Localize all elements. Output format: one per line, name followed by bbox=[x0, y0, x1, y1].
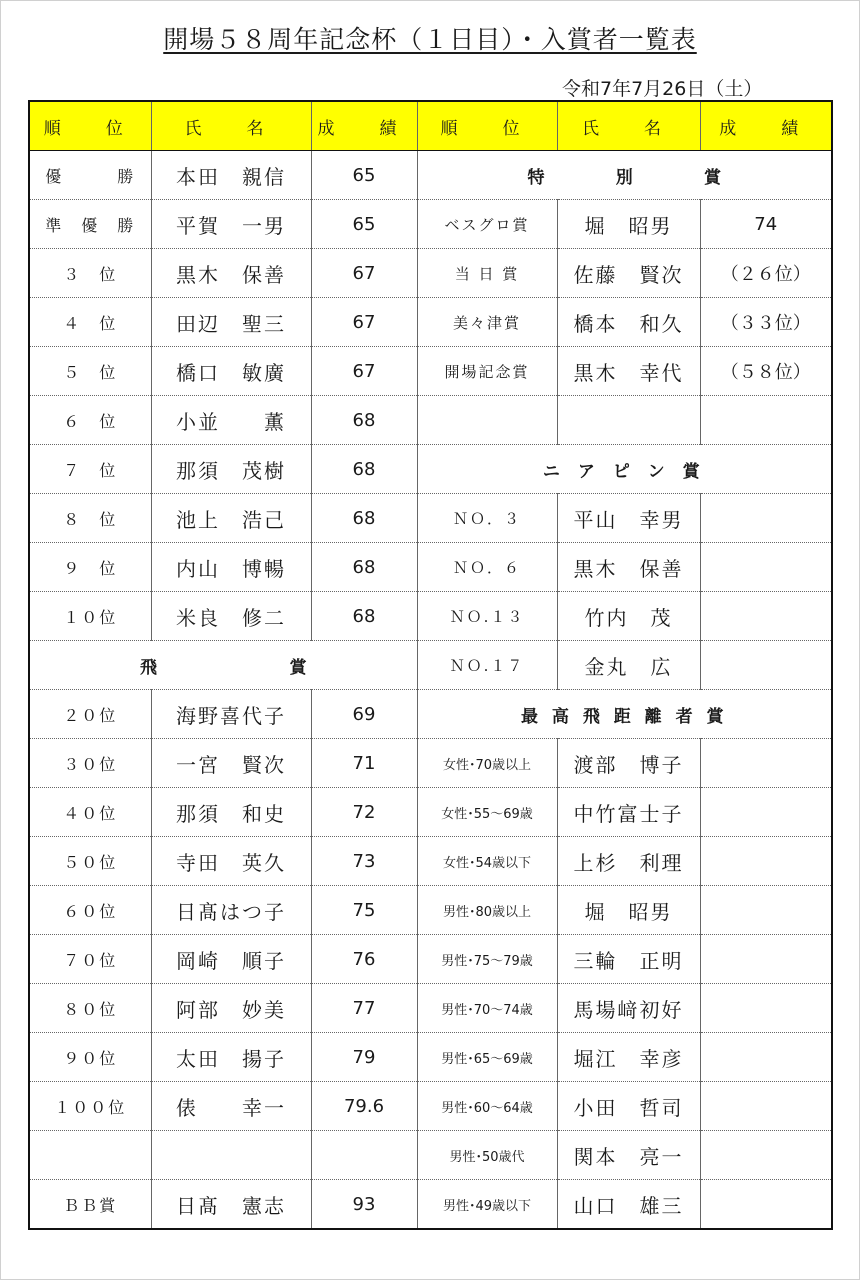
award-cell: 男性･70～74歳 bbox=[417, 984, 557, 1033]
award-note-cell: （３３位） bbox=[700, 298, 832, 347]
name-cell bbox=[151, 1131, 311, 1180]
rank-cell: ３０位 bbox=[29, 739, 151, 788]
section-tobi-label bbox=[140, 653, 307, 678]
name-cell: 本田 親信 bbox=[151, 151, 311, 200]
award-note-cell: （２６位） bbox=[700, 249, 832, 298]
award-note-cell bbox=[700, 494, 832, 543]
table-row bbox=[29, 788, 832, 837]
winner-name-cell: 堀 昭男 bbox=[557, 200, 700, 249]
score-cell: 68 bbox=[311, 592, 417, 641]
score-cell: 68 bbox=[311, 396, 417, 445]
winner-name-cell: 平山 幸男 bbox=[557, 494, 700, 543]
score-cell: 68 bbox=[311, 543, 417, 592]
rank-cell: ５ 位 bbox=[29, 347, 151, 396]
rank-cell: １０位 bbox=[29, 592, 151, 641]
section-tobi-char: 賞 bbox=[289, 657, 307, 678]
award-note-cell: （５８位） bbox=[700, 347, 832, 396]
section-special-label bbox=[528, 163, 722, 188]
score-cell: 77 bbox=[311, 984, 417, 1033]
score-cell: 68 bbox=[311, 494, 417, 543]
winner-name-cell: 関本 亮一 bbox=[557, 1131, 700, 1180]
award-note-cell bbox=[700, 592, 832, 641]
award-note-cell bbox=[700, 935, 832, 984]
score-cell: 65 bbox=[311, 200, 417, 249]
table-row bbox=[29, 592, 832, 641]
name-cell: 海野喜代子 bbox=[151, 690, 311, 739]
award-note-cell bbox=[700, 837, 832, 886]
name-cell: 那須 和史 bbox=[151, 788, 311, 837]
section-tobi-char: 飛 bbox=[140, 657, 157, 678]
rank-cell: ２０位 bbox=[29, 690, 151, 739]
section-special-char: 別 bbox=[615, 167, 633, 188]
table-row bbox=[29, 249, 832, 298]
winner-name-cell bbox=[557, 396, 700, 445]
table-row bbox=[29, 1082, 832, 1131]
score-cell: 93 bbox=[311, 1180, 417, 1230]
winners-table bbox=[28, 100, 833, 1230]
award-note-cell bbox=[700, 1082, 832, 1131]
header-score-2: 成 績 bbox=[700, 101, 832, 151]
rank-cell: ４ 位 bbox=[29, 298, 151, 347]
table-row bbox=[29, 445, 832, 494]
rank-cell: ９０位 bbox=[29, 1033, 151, 1082]
header-score: 成 績 bbox=[311, 101, 417, 151]
rank-cell: ７ 位 bbox=[29, 445, 151, 494]
award-note-cell bbox=[700, 1131, 832, 1180]
table-row bbox=[29, 494, 832, 543]
award-cell: ＮＯ．６ bbox=[417, 543, 557, 592]
winner-name-cell: 渡部 博子 bbox=[557, 739, 700, 788]
section-nearpin-heading: ニ ア ピ ン 賞 bbox=[417, 445, 832, 494]
header-name: 氏 名 bbox=[151, 101, 311, 151]
rank-cell: 準 優 勝 bbox=[29, 200, 151, 249]
name-cell: 寺田 英久 bbox=[151, 837, 311, 886]
award-cell: 男性･50歳代 bbox=[417, 1131, 557, 1180]
winner-name-cell: 堀 昭男 bbox=[557, 886, 700, 935]
rank-cell: ４０位 bbox=[29, 788, 151, 837]
winner-name-cell: 山口 雄三 bbox=[557, 1180, 700, 1230]
award-note-cell bbox=[700, 1033, 832, 1082]
table-row bbox=[29, 396, 832, 445]
rank-cell: ５０位 bbox=[29, 837, 151, 886]
award-cell: 当 日 賞 bbox=[417, 249, 557, 298]
score-cell: 73 bbox=[311, 837, 417, 886]
table-row bbox=[29, 1131, 832, 1180]
award-cell: ＮＯ.１３ bbox=[417, 592, 557, 641]
name-cell: 平賀 一男 bbox=[151, 200, 311, 249]
score-cell: 75 bbox=[311, 886, 417, 935]
award-cell: ベスグロ賞 bbox=[417, 200, 557, 249]
award-cell: 男性･75～79歳 bbox=[417, 935, 557, 984]
winner-name-cell: 竹内 茂 bbox=[557, 592, 700, 641]
name-cell: 俵 幸一 bbox=[151, 1082, 311, 1131]
name-cell: 日髙はつ子 bbox=[151, 886, 311, 935]
award-cell: 女性･54歳以下 bbox=[417, 837, 557, 886]
award-note-cell bbox=[700, 1180, 832, 1230]
award-cell: 男性･80歳以上 bbox=[417, 886, 557, 935]
name-cell: 内山 博暢 bbox=[151, 543, 311, 592]
award-note-cell bbox=[700, 641, 832, 690]
rank-cell: １００位 bbox=[29, 1082, 151, 1131]
name-cell: 那須 茂樹 bbox=[151, 445, 311, 494]
award-note-cell bbox=[700, 788, 832, 837]
award-cell: 美々津賞 bbox=[417, 298, 557, 347]
score-cell: 72 bbox=[311, 788, 417, 837]
winner-name-cell: 黒木 幸代 bbox=[557, 347, 700, 396]
table-row bbox=[29, 1033, 832, 1082]
score-cell: 79.6 bbox=[311, 1082, 417, 1131]
award-cell: ＮＯ．３ bbox=[417, 494, 557, 543]
rank-cell: ６０位 bbox=[29, 886, 151, 935]
table-row bbox=[29, 347, 832, 396]
award-note-cell bbox=[700, 984, 832, 1033]
table-body bbox=[29, 151, 832, 1230]
score-cell: 68 bbox=[311, 445, 417, 494]
event-date: 令和7年7月26日（土） bbox=[562, 78, 763, 100]
winner-name-cell: 小田 哲司 bbox=[557, 1082, 700, 1131]
award-cell: 男性･49歳以下 bbox=[417, 1180, 557, 1230]
rank-cell: ６ 位 bbox=[29, 396, 151, 445]
winner-name-cell: 橋本 和久 bbox=[557, 298, 700, 347]
award-cell: 男性･60～64歳 bbox=[417, 1082, 557, 1131]
rank-cell: ＢＢ賞 bbox=[29, 1180, 151, 1230]
table-row bbox=[29, 151, 832, 200]
award-cell: 開場記念賞 bbox=[417, 347, 557, 396]
winner-name-cell: 上杉 利理 bbox=[557, 837, 700, 886]
header-name-2: 氏 名 bbox=[557, 101, 700, 151]
award-cell: ＮＯ.１７ bbox=[417, 641, 557, 690]
award-cell: 男性･65～69歳 bbox=[417, 1033, 557, 1082]
winner-name-cell: 金丸 広 bbox=[557, 641, 700, 690]
name-cell: 米良 修二 bbox=[151, 592, 311, 641]
award-cell: 女性･70歳以上 bbox=[417, 739, 557, 788]
award-note-cell bbox=[700, 543, 832, 592]
header-row bbox=[29, 101, 832, 151]
name-cell: 小並 薫 bbox=[151, 396, 311, 445]
page-title-text: 開場５８周年記念杯（１日目）・入賞者一覧表 bbox=[163, 25, 697, 54]
score-cell: 67 bbox=[311, 298, 417, 347]
table-row bbox=[29, 837, 832, 886]
winner-name-cell: 黒木 保善 bbox=[557, 543, 700, 592]
rank-cell bbox=[29, 1131, 151, 1180]
name-cell: 阿部 妙美 bbox=[151, 984, 311, 1033]
name-cell: 橋口 敏廣 bbox=[151, 347, 311, 396]
name-cell: 黒木 保善 bbox=[151, 249, 311, 298]
score-cell: 67 bbox=[311, 347, 417, 396]
winner-name-cell: 佐藤 賢次 bbox=[557, 249, 700, 298]
winner-name-cell: 馬場﨑初好 bbox=[557, 984, 700, 1033]
rank-cell: ３ 位 bbox=[29, 249, 151, 298]
section-longest-heading: 最 高 飛 距 離 者 賞 bbox=[417, 690, 832, 739]
rank-cell: ８ 位 bbox=[29, 494, 151, 543]
name-cell: 太田 揚子 bbox=[151, 1033, 311, 1082]
table-row bbox=[29, 543, 832, 592]
header-rank: 順 位 bbox=[29, 101, 151, 151]
score-cell bbox=[311, 1131, 417, 1180]
name-cell: 田辺 聖三 bbox=[151, 298, 311, 347]
table-row bbox=[29, 984, 832, 1033]
section-special-char: 特 bbox=[527, 167, 545, 188]
name-cell: 池上 浩己 bbox=[151, 494, 311, 543]
winner-name-cell: 堀江 幸彦 bbox=[557, 1033, 700, 1082]
section-special-char: 賞 bbox=[704, 167, 721, 188]
rank-cell: ７０位 bbox=[29, 935, 151, 984]
section-special-heading bbox=[417, 151, 832, 200]
score-cell: 69 bbox=[311, 690, 417, 739]
winner-name-cell: 中竹富士子 bbox=[557, 788, 700, 837]
table-row bbox=[29, 200, 832, 249]
rank-cell: 優 勝 bbox=[29, 151, 151, 200]
score-cell: 65 bbox=[311, 151, 417, 200]
table-row bbox=[29, 641, 832, 690]
name-cell: 岡崎 順子 bbox=[151, 935, 311, 984]
name-cell: 一宮 賢次 bbox=[151, 739, 311, 788]
score-cell: 79 bbox=[311, 1033, 417, 1082]
rank-cell: ８０位 bbox=[29, 984, 151, 1033]
table-row bbox=[29, 739, 832, 788]
award-cell bbox=[417, 396, 557, 445]
header-rank-2: 順 位 bbox=[417, 101, 557, 151]
award-note-cell bbox=[700, 396, 832, 445]
table-row bbox=[29, 1180, 832, 1230]
award-cell: 女性･55～69歳 bbox=[417, 788, 557, 837]
winner-name-cell: 三輪 正明 bbox=[557, 935, 700, 984]
table-row bbox=[29, 935, 832, 984]
award-note-cell bbox=[700, 886, 832, 935]
award-note-cell: 74 bbox=[700, 200, 832, 249]
name-cell: 日髙 憲志 bbox=[151, 1180, 311, 1230]
score-cell: 71 bbox=[311, 739, 417, 788]
section-tobi-heading bbox=[29, 641, 417, 690]
award-note-cell bbox=[700, 739, 832, 788]
score-cell: 67 bbox=[311, 249, 417, 298]
table-row bbox=[29, 690, 832, 739]
score-cell: 76 bbox=[311, 935, 417, 984]
page-title bbox=[0, 20, 860, 56]
table-row bbox=[29, 886, 832, 935]
table-row bbox=[29, 298, 832, 347]
rank-cell: ９ 位 bbox=[29, 543, 151, 592]
